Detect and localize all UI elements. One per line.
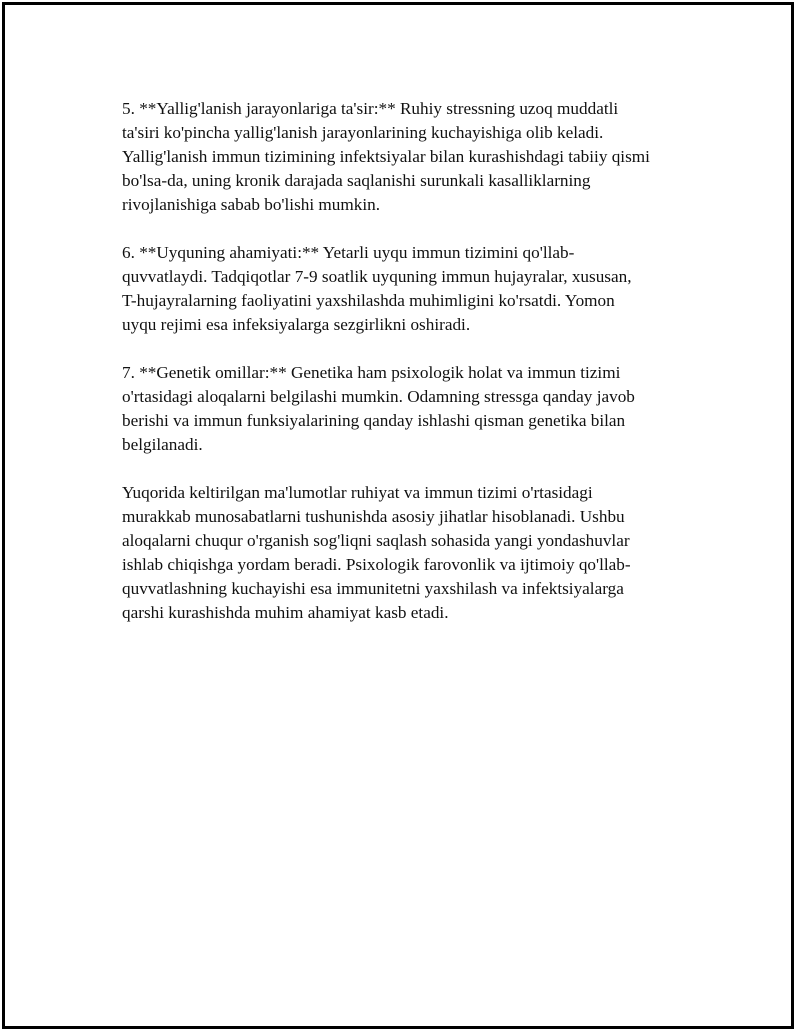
paragraph-genetics: [122, 361, 702, 457]
text-line: ishlab chiqishga yordam beradi. Psixologik farovonlik va ijtimoiy qo'llab-: [122, 555, 631, 574]
text-line: Yuqorida keltirilgan ma'lumotlar ruhiyat va immun tizimi o'rtasidagi: [122, 483, 593, 502]
text-line: 5. **Yallig'lanish jarayonlariga ta'sir:** Ruhiy stressning uzoq muddatli: [122, 99, 619, 118]
text-line: Yallig'lanish immun tizimining infektsiyalar bilan kurashishdagi tabiiy qismi: [122, 147, 650, 166]
text-line: o'rtasidagi aloqalarni belgilashi mumkin. Odamning stressga qanday javob: [122, 387, 635, 406]
text-line: ta'siri ko'pincha yallig'lanish jarayonlarining kuchayishiga olib keladi.: [122, 123, 604, 142]
text-line: berishi va immun funksiyalarining qanday ishlashi qisman genetika bilan: [122, 411, 626, 430]
paragraph-inflammation: [122, 97, 702, 217]
text-line: quvvatlashning kuchayishi esa immunitetni yaxshilash va infektsiyalarga: [122, 579, 624, 598]
text-line: bo'lsa-da, uning kronik darajada saqlanishi surunkali kasalliklarning: [122, 171, 591, 190]
text-line: murakkab munosabatlarni tushunishda asosiy jihatlar hisoblanadi. Ushbu: [122, 507, 625, 526]
paragraph-sleep: [122, 241, 702, 337]
text-line: aloqalarni chuqur o'rganish sog'liqni saqlash sohasida yangi yondashuvlar: [122, 531, 630, 550]
text-line: quvvatlaydi. Tadqiqotlar 7-9 soatlik uyquning immun hujayralar, xususan,: [122, 267, 632, 286]
text-line: uyqu rejimi esa infeksiyalarga sezgirlikni oshiradi.: [122, 315, 471, 334]
text-line: 6. **Uyquning ahamiyati:** Yetarli uyqu immun tizimini qo'llab-: [122, 243, 575, 262]
text-line: T-hujayralarning faoliyatini yaxshilashda muhimligini ko'rsatdi. Yomon: [122, 291, 615, 310]
document-body: [122, 97, 702, 649]
page-frame: [2, 2, 794, 1029]
text-line: rivojlanishiga sabab bo'lishi mumkin.: [122, 195, 381, 214]
paragraph-conclusion: [122, 481, 702, 625]
text-line: 7. **Genetik omillar:** Genetika ham psixologik holat va immun tizimi: [122, 363, 621, 382]
text-line: belgilanadi.: [122, 435, 203, 454]
text-line: qarshi kurashishda muhim ahamiyat kasb etadi.: [122, 603, 449, 622]
